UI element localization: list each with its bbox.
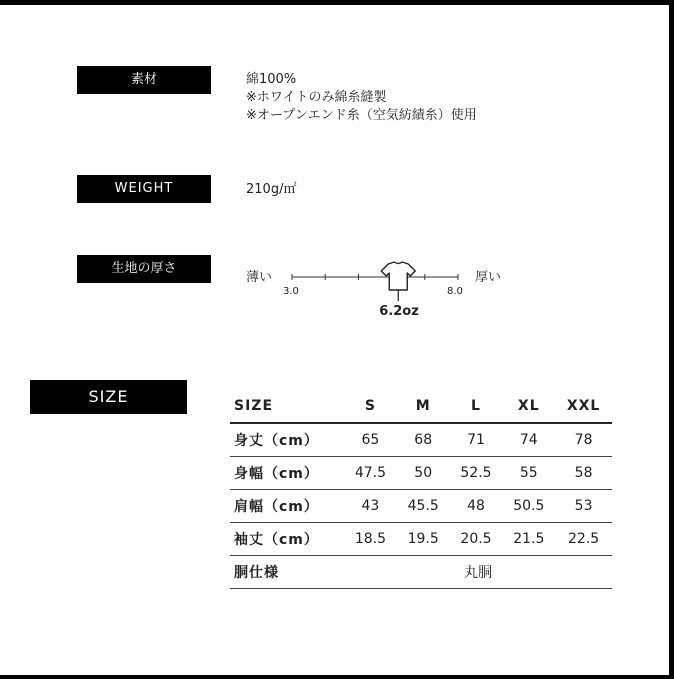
table-cell: 53 <box>555 490 612 523</box>
table-cell: 19.5 <box>397 523 450 556</box>
table-header-row <box>230 390 612 423</box>
table-cell: 48 <box>450 490 503 523</box>
table-cell: 71 <box>450 423 503 457</box>
thick-label: 厚い <box>475 270 502 285</box>
row-label: 身丈（cm） <box>230 423 344 457</box>
size-table <box>230 390 612 589</box>
table-cell: 丸胴 <box>344 556 612 589</box>
row-label: 胴仕様 <box>230 556 344 589</box>
table-cell: 20.5 <box>450 523 503 556</box>
table-cell: 45.5 <box>397 490 450 523</box>
table-row <box>230 523 612 556</box>
thickness-value: 6.2oz <box>379 304 419 319</box>
table-row <box>230 490 612 523</box>
table-cell: 50 <box>397 457 450 490</box>
row-label: 身幅（cm） <box>230 457 344 490</box>
weight-value: 210g/㎡ <box>246 182 297 197</box>
table-cell: 22.5 <box>555 523 612 556</box>
spec-page <box>0 5 669 675</box>
material-text <box>246 71 477 125</box>
table-cell: 78 <box>555 423 612 457</box>
row-label: 肩幅（cm） <box>230 490 344 523</box>
thin-label: 薄い <box>246 270 273 285</box>
table-cell: 47.5 <box>344 457 397 490</box>
table-row <box>230 457 612 490</box>
table-cell: 65 <box>344 423 397 457</box>
table-cell: 21.5 <box>502 523 555 556</box>
column-header: XXL <box>555 390 612 423</box>
scale-min: 3.0 <box>283 286 299 297</box>
column-header: SIZE <box>230 390 344 423</box>
material-line: 綿100% <box>246 72 297 87</box>
table-cell: 18.5 <box>344 523 397 556</box>
tshirt-icon <box>381 262 415 301</box>
material-line: ※オープンエンド糸（空気紡績糸）使用 <box>246 108 477 123</box>
column-header: M <box>397 390 450 423</box>
table-cell: 43 <box>344 490 397 523</box>
material-line: ※ホワイトのみ綿糸縫製 <box>246 90 387 105</box>
size-section-label: SIZE <box>30 380 187 414</box>
table-cell: 55 <box>502 457 555 490</box>
table-cell: 50.5 <box>502 490 555 523</box>
weight-label: WEIGHT <box>77 175 211 203</box>
table-cell: 68 <box>397 423 450 457</box>
table-cell: 74 <box>502 423 555 457</box>
table-cell: 58 <box>555 457 612 490</box>
row-label: 袖丈（cm） <box>230 523 344 556</box>
column-header: XL <box>502 390 555 423</box>
table-cell: 52.5 <box>450 457 503 490</box>
thickness-label: 生地の厚さ <box>77 255 211 283</box>
table-row <box>230 423 612 457</box>
column-header: S <box>344 390 397 423</box>
table-row <box>230 556 612 589</box>
material-label: 素材 <box>77 66 211 94</box>
scale-max: 8.0 <box>447 286 463 297</box>
column-header: L <box>450 390 503 423</box>
